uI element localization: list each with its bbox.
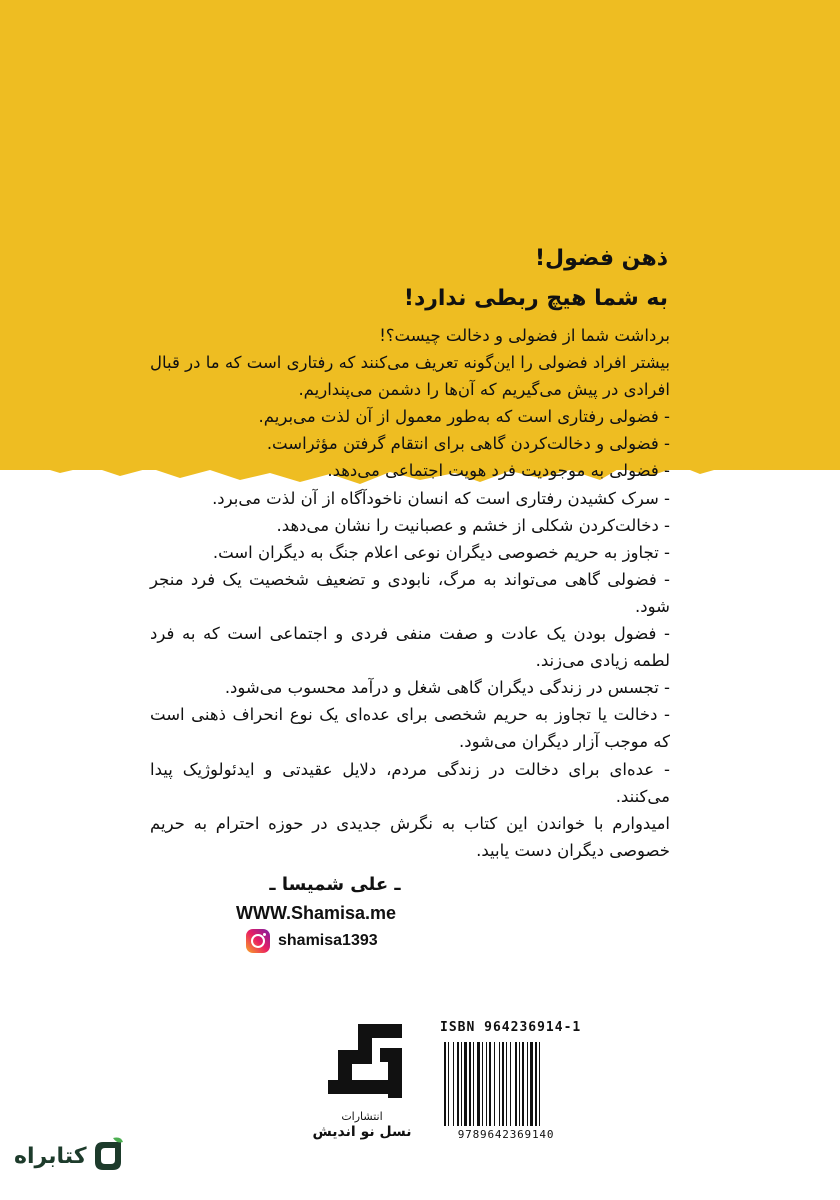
- barcode-bar: [535, 1042, 537, 1126]
- website-url: WWW.Shamisa.me: [236, 903, 397, 923]
- barcode-bar: [444, 1042, 446, 1126]
- barcode-bar: [457, 1042, 459, 1126]
- ketabrah-logo-icon: [91, 1136, 125, 1176]
- barcode-bar: [448, 1042, 449, 1126]
- barcode-bar: [510, 1042, 511, 1126]
- blurb-paragraph: - دخالت‌کردن شکلی از خشم و عصبانیت را نشان می‌دهد.: [276, 515, 670, 535]
- publisher-name: نسل نو اندیش: [312, 1124, 412, 1140]
- back-cover-subtitle: به شما هیچ ربطی ندارد!: [403, 286, 668, 311]
- barcode-bar: [469, 1042, 471, 1126]
- barcode-bar: [489, 1042, 491, 1126]
- publisher-label: انتشارات: [341, 1110, 383, 1123]
- blurb-paragraph: - فضولی گاهی می‌تواند به مرگ، نابودی و تضعیف شخصیت یک فرد منجر شود.: [150, 569, 670, 616]
- instagram-handle: shamisa1393: [278, 932, 378, 949]
- blurb-paragraph: - فضولی به موجودیت فرد هویت اجتماعی می‌دهد.: [327, 461, 670, 481]
- barcode-bar: [473, 1042, 474, 1126]
- blurb-paragraph: - تجاوز به حریم خصوصی دیگران نوعی اعلام جنگ به دیگران است.: [212, 542, 670, 562]
- barcode-bar: [502, 1042, 504, 1126]
- blurb-paragraph: - فضولی و دخالت‌کردن گاهی برای انتقام گرفتن مؤثراست.: [266, 434, 670, 454]
- barcode-bar: [464, 1042, 467, 1126]
- barcode-bar: [506, 1042, 507, 1126]
- barcode-bar: [515, 1042, 517, 1126]
- barcode-bar: [482, 1042, 483, 1126]
- ketabrah-watermark: [14, 1136, 125, 1176]
- barcode: [440, 1042, 570, 1137]
- barcode-bar: [486, 1042, 487, 1126]
- barcode-bar: [453, 1042, 454, 1126]
- blurb-paragraph: بیشتر افراد فضولی را این‌گونه تعریف می‌کنند که رفتاری است که ما در قبال افرادی در پیش می‌گیریم که آن‌ها را دشمن می‌پنداریم.: [150, 353, 670, 400]
- blurb-paragraph: - عده‌ای برای دخالت در زندگی مردم، دلایل عقیدتی و ایدئولوژیک پیدا می‌کنند.: [150, 759, 670, 806]
- blurb-paragraph: - فضولی رفتاری است که به‌طور معمول از آن لذت می‌بریم.: [258, 407, 670, 427]
- blurb-text: [150, 322, 670, 864]
- barcode-bar: [494, 1042, 495, 1126]
- barcode-bar: [530, 1042, 533, 1126]
- barcode-bar: [527, 1042, 528, 1126]
- author-signature: ـ علی شمیسا ـ: [269, 874, 401, 895]
- barcode-number: 9789642369140: [438, 1128, 574, 1141]
- instagram-icon: [246, 929, 270, 953]
- blurb-paragraph: - فضول بودن یک عادت و صفت منفی فردی و اجتماعی است که به فرد لطمه زیادی می‌زند.: [150, 624, 670, 671]
- barcode-bar: [539, 1042, 540, 1126]
- blurb-paragraph: امیدوارم با خواندن این کتاب به نگرش جدیدی در حوزه احترام به حریم خصوصی دیگران دست یابید.: [150, 813, 670, 860]
- blurb-paragraph: - سرک کشیدن رفتاری است که انسان ناخودآگاه از آن لذت می‌برد.: [212, 488, 670, 508]
- barcode-bar: [522, 1042, 524, 1126]
- watermark-text: کتابراه: [14, 1143, 87, 1169]
- back-cover-title: ذهن فضول!: [535, 246, 668, 271]
- instagram-handle-row: [246, 928, 378, 954]
- barcode-bar: [477, 1042, 480, 1126]
- barcode-bar: [519, 1042, 520, 1126]
- publisher-logo: [312, 1018, 412, 1148]
- blurb-paragraph: - دخالت یا تجاوز به حریم شخصی برای عده‌ای یک نوع انحراف ذهنی است که موجب آزار دیگران می‌شود.: [150, 705, 670, 752]
- blurb-paragraph: - تجسس در زندگی دیگران گاهی شغل و درآمد محسوب می‌شود.: [224, 678, 670, 698]
- publisher-logo-icon: [318, 1018, 408, 1108]
- barcode-bar: [461, 1042, 462, 1126]
- barcode-bar: [499, 1042, 500, 1126]
- blurb-paragraph: برداشت شما از فضولی و دخالت چیست؟!: [379, 326, 670, 345]
- isbn-label: ISBN 964236914-1: [440, 1020, 582, 1035]
